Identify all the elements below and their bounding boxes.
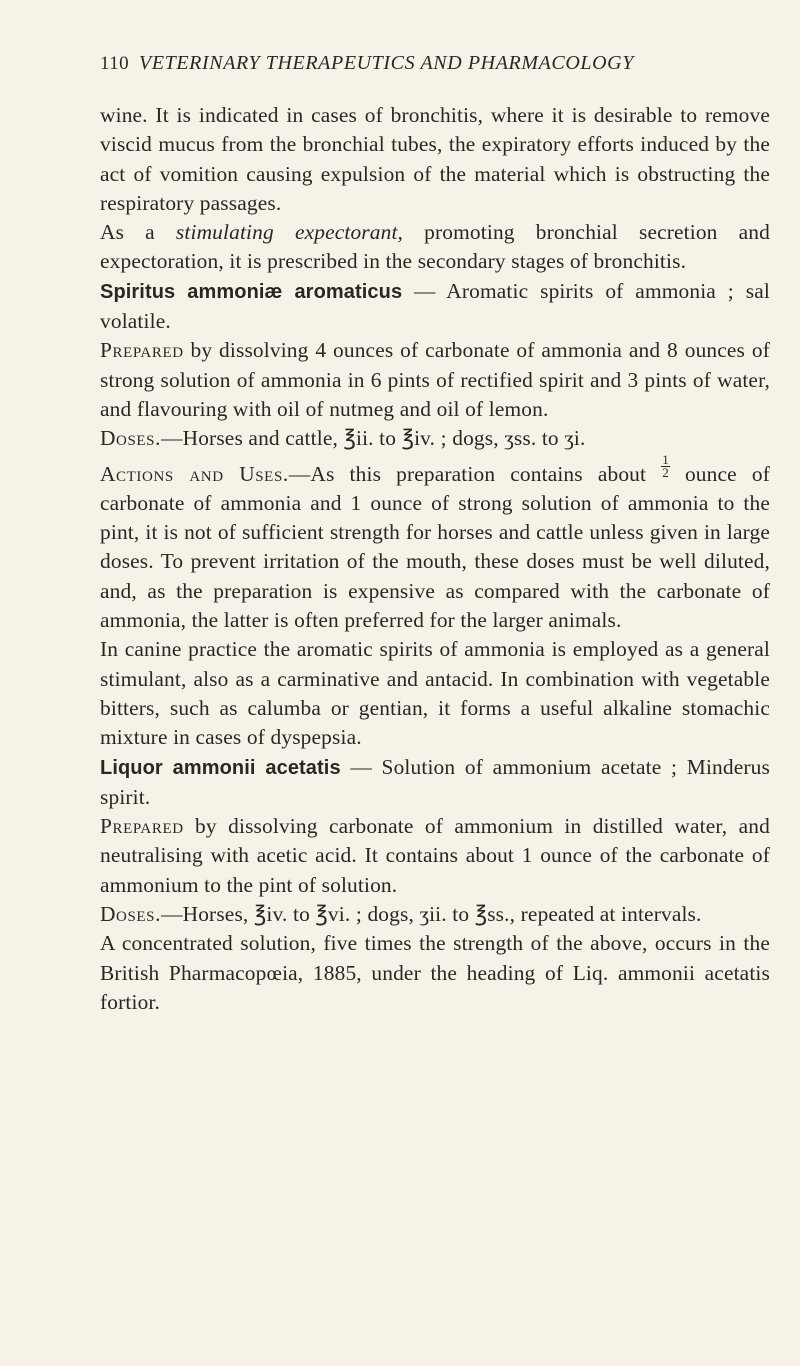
liquor-doses-label: Doses. <box>100 902 162 927</box>
expectorant-text-post: promoting bronchial secretion and expectoration, it is prescribed in the secondary stages of bronchitis. <box>100 220 770 274</box>
paragraph-liquor-prepared <box>100 812 770 900</box>
paragraph-canine-practice: In canine practice the aromatic spirits of ammonia is employed as a general stimulant, also as a carminative and antacid. In combination with vegetable bitters, such as calumba or gentian, it forms a useful alkaline stomachic mixture in cases of dyspepsia. <box>100 637 770 750</box>
liquor-heading: Liquor ammonii acetatis <box>100 756 341 779</box>
body-text <box>100 101 770 1017</box>
spiritus-prepared-text: by dissolving 4 ounces of carbonate of ammonia and 8 ounces of strong solution of ammonia in 6 pints of rectified spirit and 3 pints of water, and flavouring with oil of nutmeg and oil of lemon. <box>100 338 770 421</box>
spiritus-actions-label: Actions and Uses. <box>100 461 289 486</box>
paragraph-concentrated-solution: A concentrated solution, five times the strength of the above, occurs in the British Pharmacopœia, 1885, under the heading of Liq. ammonii acetatis fortior. <box>100 931 770 1014</box>
page-number: 110 <box>100 53 129 74</box>
paragraph-liquor-doses <box>100 900 770 929</box>
running-head <box>100 52 770 75</box>
paragraph-vomition: wine. It is indicated in cases of bronchitis, where it is desirable to remove viscid mucus from the bronchial tubes, the expiratory efforts induced by the act of vomition causing expulsion of the material which is obstructing the respiratory passages. <box>100 103 770 215</box>
paragraph-expectorant <box>100 218 770 277</box>
paragraph-liquor-heading <box>100 753 770 813</box>
expectorant-text-pre: As a <box>100 220 176 245</box>
liquor-prepared-text: by dissolving carbonate of ammonium in distilled water, and neutralising with acetic acid. It contains about 1 ounce of the carbonate of ammonium to the pint of solution. <box>100 814 770 897</box>
paragraph-spiritus-heading <box>100 277 770 337</box>
paragraph-spiritus-doses <box>100 424 770 453</box>
fraction-numerator: 1 <box>662 451 669 467</box>
expectorant-emphasis: stimulating expectorant, <box>175 220 404 245</box>
liquor-doses-text: —Horses, ℥iv. to ℥vi. ; dogs, ʒii. to ℥ss., repeated at intervals. <box>161 902 702 927</box>
running-title: VETERINARY THERAPEUTICS AND PHARMACOLOGY <box>139 52 634 74</box>
spiritus-doses-text: —Horses and cattle, ℥ii. to ℥iv. ; dogs, ʒss. to ʒi. <box>161 426 586 451</box>
spiritus-prepared-label: Prepared <box>100 338 184 363</box>
spiritus-actions-pre: —As this preparation contains about <box>288 461 662 486</box>
paragraph-spiritus-prepared <box>100 336 770 424</box>
paragraph-spiritus-actions <box>100 451 770 636</box>
spiritus-doses-label: Doses. <box>100 426 162 451</box>
liquor-synonyms: — Solution of ammonium acetate ; Minderus spirit. <box>100 754 770 809</box>
liquor-prepared-label: Prepared <box>100 814 184 839</box>
half-fraction <box>661 451 670 480</box>
spiritus-actions-post: ounce of carbonate of ammonia and 1 ounce of strong solution of ammonia to the pint, it is not of sufficient strength for horses and cattle unless given in large doses. To prevent irritation of the mouth, these doses must be well diluted, and, as the preparation is expensive as compared with the carbonate of ammonia, the latter is often preferred for the larger animals. <box>100 461 770 633</box>
spiritus-heading: Spiritus ammoniæ aromaticus <box>100 280 403 303</box>
spiritus-synonyms: — Aromatic spirits of ammonia ; sal volatile. <box>100 278 770 334</box>
fraction-denominator: 2 <box>662 464 669 480</box>
